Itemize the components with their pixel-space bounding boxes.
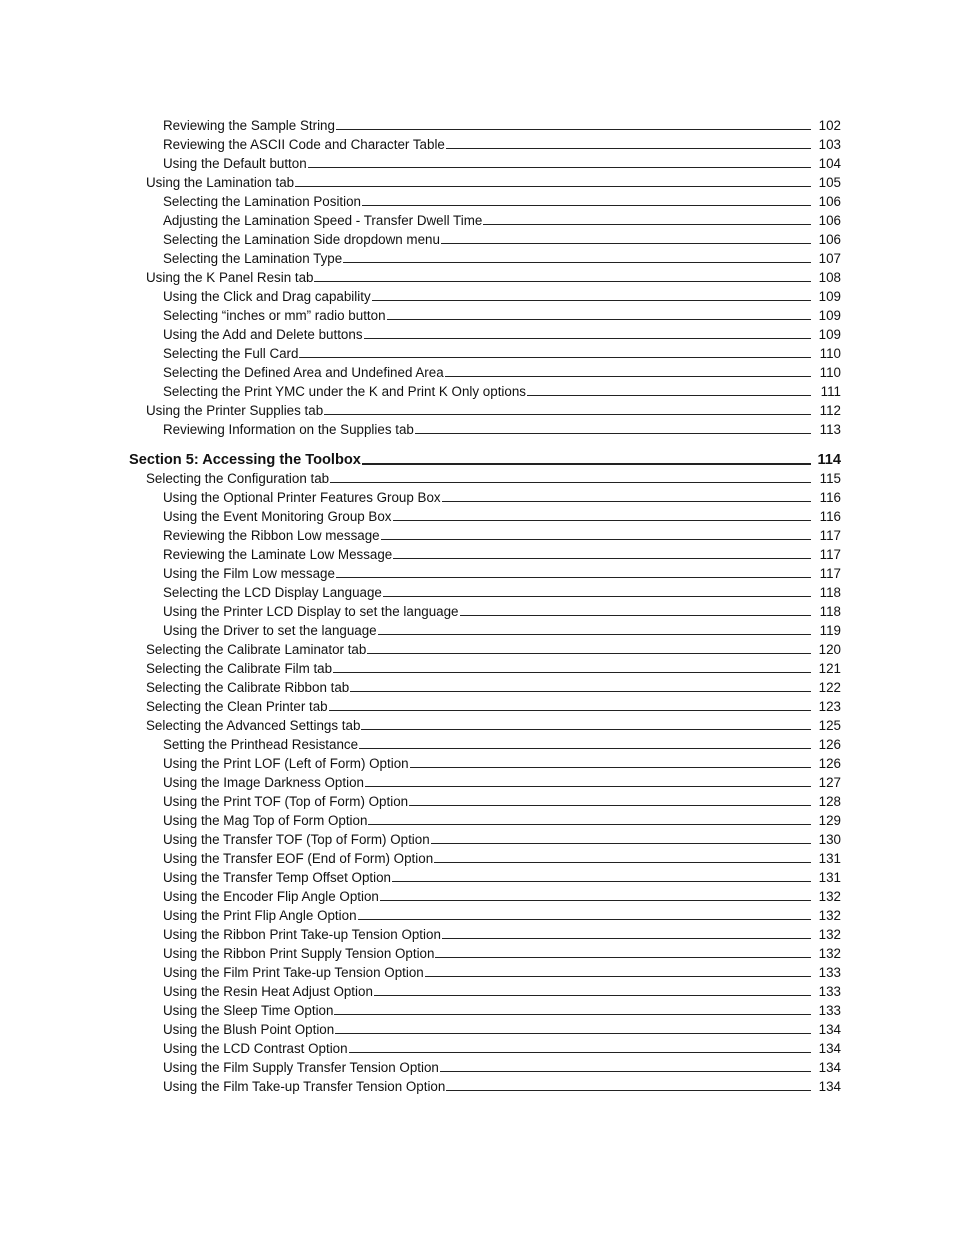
toc-entry[interactable] [146,678,841,695]
toc-leader-line [336,577,811,578]
toc-entry-title: Selecting “inches or mm” radio button [163,308,386,323]
toc-entry[interactable] [146,469,841,486]
toc-entry[interactable] [146,401,841,418]
toc-entry[interactable] [163,583,841,600]
toc-page-number: 126 [818,737,841,752]
toc-entry-title: Using the Encoder Flip Angle Option [163,889,379,904]
toc-entry[interactable] [163,811,841,828]
toc-leader-line [372,300,811,301]
toc-entry-title: Selecting the LCD Display Language [163,585,382,600]
toc-entry-title: Using the Ribbon Print Supply Tension Option [163,946,435,961]
toc-page-number: 129 [818,813,841,828]
toc-page-number: 131 [818,870,841,885]
toc-page-number: 127 [818,775,841,790]
toc-page-number: 133 [818,1003,841,1018]
toc-entry-title: Using the Print Flip Angle Option [163,908,357,923]
toc-entry-title: Using the Driver to set the language [163,623,377,638]
toc-entry-title: Using the Ribbon Print Take-up Tension Option [163,927,441,942]
toc-page-number: 110 [819,346,841,361]
toc-entry[interactable] [163,792,841,809]
toc-entry-title: Using the Film Take-up Transfer Tension Option [163,1079,446,1094]
toc-entry[interactable] [163,192,841,209]
toc-entry-title: Using the Transfer EOF (End of Form) Option [163,851,434,866]
toc-leader-line [367,653,811,654]
toc-leader-line [442,938,811,939]
toc-entry[interactable] [163,754,841,771]
toc-page-number: 108 [818,270,841,285]
toc-entry-title: Using the Transfer TOF (Top of Form) Option [163,832,430,847]
toc-entry[interactable] [163,1077,841,1094]
toc-entry[interactable] [146,716,841,733]
toc-entry-title: Selecting the Calibrate Laminator tab [146,642,367,657]
toc-leader-line [295,186,811,187]
toc-page-number: 131 [818,851,841,866]
toc-leader-line [415,433,811,434]
toc-leader-line [425,976,811,977]
toc-page-number: 125 [818,718,841,733]
toc-entry[interactable] [163,1058,841,1075]
toc-leader-line [335,1033,811,1034]
toc-leader-line [440,1071,811,1072]
toc-entry[interactable] [163,344,841,361]
toc-entry-title: Using the Image Darkness Option [163,775,364,790]
toc-page-number: 118 [819,585,841,600]
toc-page-number: 116 [819,490,841,505]
toc-entry-title: Using the K Panel Resin tab [146,270,314,285]
toc-entry[interactable] [163,135,841,152]
toc-page-number: 122 [818,680,841,695]
toc-entry-title: Using the Printer LCD Display to set the language [163,604,459,619]
toc-page-number: 130 [818,832,841,847]
toc-entry-title: Selecting the Lamination Side dropdown menu [163,232,440,247]
toc-entry-title: Reviewing the Laminate Low Message [163,547,393,562]
toc-leader-line [381,539,811,540]
toc-entry[interactable] [163,1039,841,1056]
toc-leader-line [368,824,811,825]
toc-entry-title: Selecting the Print YMC under the K and Print K Only options [163,384,526,399]
toc-entry-title: Using the Printer Supplies tab [146,403,324,418]
toc-entry[interactable] [163,545,841,562]
toc-entry-title: Selecting the Calibrate Ribbon tab [146,680,350,695]
toc-entry[interactable] [163,773,841,790]
toc-leader-line [378,634,811,635]
toc-entry[interactable] [163,211,841,228]
toc-page-number: 109 [818,289,841,304]
toc-entry[interactable] [163,906,841,923]
toc-page-number: 109 [818,327,841,342]
toc-entry[interactable] [163,287,841,304]
toc-leader-line [393,558,811,559]
toc-page-number: 106 [818,194,841,209]
toc-page-number: 110 [819,365,841,380]
toc-entry[interactable] [163,925,841,942]
toc-leader-line [409,805,811,806]
toc-entry-title: Using the Event Monitoring Group Box [163,509,392,524]
toc-leader-line [435,957,811,958]
toc-entry-title: Selecting the Advanced Settings tab [146,718,361,733]
toc-page-number: 119 [819,623,841,638]
toc-page-number: 134 [818,1079,841,1094]
toc-leader-line [446,1090,811,1091]
toc-page-number: 126 [818,756,841,771]
toc-section-heading[interactable] [129,449,841,468]
toc-leader-line [387,319,811,320]
toc-entry[interactable] [163,602,841,619]
toc-leader-line [365,786,811,787]
toc-entry-title: Selecting the Configuration tab [146,471,330,486]
toc-entry-title: Reviewing the ASCII Code and Character Table [163,137,445,152]
toc-entry[interactable] [146,697,841,714]
toc-page-number: 118 [819,604,841,619]
toc-entry-title: Selecting the Clean Printer tab [146,699,328,714]
toc-entry[interactable] [163,488,841,505]
toc-entry-title: Reviewing Information on the Supplies tab [163,422,414,437]
toc-page-number: 113 [819,422,841,437]
toc-entry[interactable] [146,659,841,676]
toc-leader-line [350,691,811,692]
toc-page-number: 121 [818,661,841,676]
toc-page-number: 115 [819,471,841,486]
toc-leader-line [380,900,811,901]
toc-entry[interactable] [163,116,841,133]
toc-leader-line [392,881,811,882]
toc-leader-line [362,205,811,206]
toc-entry[interactable] [163,849,841,866]
toc-entry-title: Using the Sleep Time Option [163,1003,334,1018]
toc-page-number: 107 [818,251,841,266]
toc-entry-title: Selecting the Lamination Position [163,194,362,209]
toc-leader-line [358,919,811,920]
toc-entry-title: Using the Default button [163,156,307,171]
toc-entry-title: Using the Print LOF (Left of Form) Option [163,756,409,771]
toc-entry[interactable] [163,963,841,980]
toc-entry[interactable] [163,982,841,999]
toc-leader-line [333,672,811,673]
toc-entry-title: Using the Resin Heat Adjust Option [163,984,373,999]
toc-entry[interactable] [146,173,841,190]
toc-leader-line [442,501,811,502]
toc-entry-title: Adjusting the Lamination Speed - Transfer Dwell Time [163,213,483,228]
toc-entry-title: Selecting the Defined Area and Undefined Area [163,365,444,380]
toc-leader-line [308,167,811,168]
toc-page-number: 105 [818,175,841,190]
toc-entry[interactable] [163,564,841,581]
toc-entry[interactable] [163,382,841,399]
toc-leader-line [445,376,811,377]
toc-entry[interactable] [163,325,841,342]
toc-page-number: 106 [818,232,841,247]
toc-leader-line [431,843,811,844]
toc-leader-line [330,482,811,483]
toc-entry[interactable] [163,868,841,885]
toc-page-number: 111 [820,384,841,399]
toc-page-number: 123 [818,699,841,714]
toc-leader-line [374,995,811,996]
toc-entry-title: Using the Transfer Temp Offset Option [163,870,391,885]
toc-entry-title: Using the Click and Drag capability [163,289,371,304]
toc-leader-line [359,748,811,749]
toc-page-number: 112 [819,403,841,418]
toc-entry-title: Selecting the Calibrate Film tab [146,661,333,676]
toc-entry[interactable] [163,230,841,247]
toc-entry-title: Using the Lamination tab [146,175,295,190]
toc-page-number: 132 [818,946,841,961]
toc-page-number: 132 [818,927,841,942]
toc-entry[interactable] [146,268,841,285]
toc-leader-line [329,710,811,711]
toc-leader-line [410,767,811,768]
toc-page-number: 134 [818,1041,841,1056]
toc-entry-title: Using the Print TOF (Top of Form) Option [163,794,409,809]
toc-entry-title: Section 5: Accessing the Toolbox [129,452,361,468]
toc-page-number: 106 [818,213,841,228]
toc-entry[interactable] [163,154,841,171]
toc-leader-line [441,243,811,244]
toc-entry-title: Selecting the Full Card [163,346,299,361]
toc-entry-title: Using the Film Print Take-up Tension Option [163,965,424,980]
toc-entry[interactable] [163,363,841,380]
toc-leader-line [446,148,811,149]
toc-leader-line [314,281,811,282]
toc-entry-title: Using the Optional Printer Features Group Box [163,490,441,505]
toc-leader-line [383,596,811,597]
toc-leader-line [527,395,811,396]
toc-entry[interactable] [163,830,841,847]
toc-page-number: 103 [818,137,841,152]
toc-page-number: 117 [819,547,841,562]
toc-entry-title: Using the Film Supply Transfer Tension Option [163,1060,439,1075]
toc-leader-line [434,862,811,863]
toc-entry[interactable] [163,249,841,266]
toc-leader-line [324,414,811,415]
toc-page-number: 134 [818,1060,841,1075]
toc-page-number: 133 [818,965,841,980]
toc-leader-line [460,615,812,616]
toc-entry-title: Using the Blush Point Option [163,1022,335,1037]
toc-page-number: 133 [818,984,841,999]
toc-entry-title: Using the LCD Contrast Option [163,1041,348,1056]
toc-entry[interactable] [163,306,841,323]
toc-entry-title: Selecting the Lamination Type [163,251,343,266]
toc-entry-title: Using the Add and Delete buttons [163,327,363,342]
toc-page-number: 134 [818,1022,841,1037]
toc-leader-line [393,520,811,521]
toc-entry[interactable] [163,735,841,752]
toc-leader-line [336,129,811,130]
toc-entry[interactable] [163,1001,841,1018]
toc-page-number: 114 [817,452,841,468]
toc-leader-line [364,338,811,339]
toc-entry[interactable] [146,640,841,657]
toc-page-number: 117 [819,528,841,543]
toc-entry[interactable] [163,621,841,638]
toc-leader-line [349,1052,811,1053]
toc-page-number: 132 [818,908,841,923]
toc-page-number: 102 [818,118,841,133]
toc-entry-title: Reviewing the Ribbon Low message [163,528,380,543]
toc-entry[interactable] [163,420,841,437]
toc-leader-line [299,357,811,358]
toc-page-number: 116 [819,509,841,524]
toc-entry[interactable] [163,1020,841,1037]
toc-page-number: 117 [819,566,841,581]
toc-entry-title: Setting the Printhead Resistance [163,737,359,752]
toc-leader-line [483,224,811,225]
toc-entry[interactable] [163,887,841,904]
toc-leader-line [334,1014,811,1015]
toc-page-number: 132 [818,889,841,904]
toc-page-number: 120 [818,642,841,657]
toc-page-number: 104 [818,156,841,171]
toc-page-number: 109 [818,308,841,323]
toc-entry[interactable] [163,507,841,524]
toc-entry-title: Reviewing the Sample String [163,118,335,133]
toc-entry-title: Using the Film Low message [163,566,335,581]
toc-leader-line [362,463,811,465]
toc-entry-title: Using the Mag Top of Form Option [163,813,368,828]
toc-leader-line [343,262,811,263]
toc-entry[interactable] [163,944,841,961]
toc-page-number: 128 [818,794,841,809]
toc-entry[interactable] [163,526,841,543]
toc-leader-line [361,729,811,730]
